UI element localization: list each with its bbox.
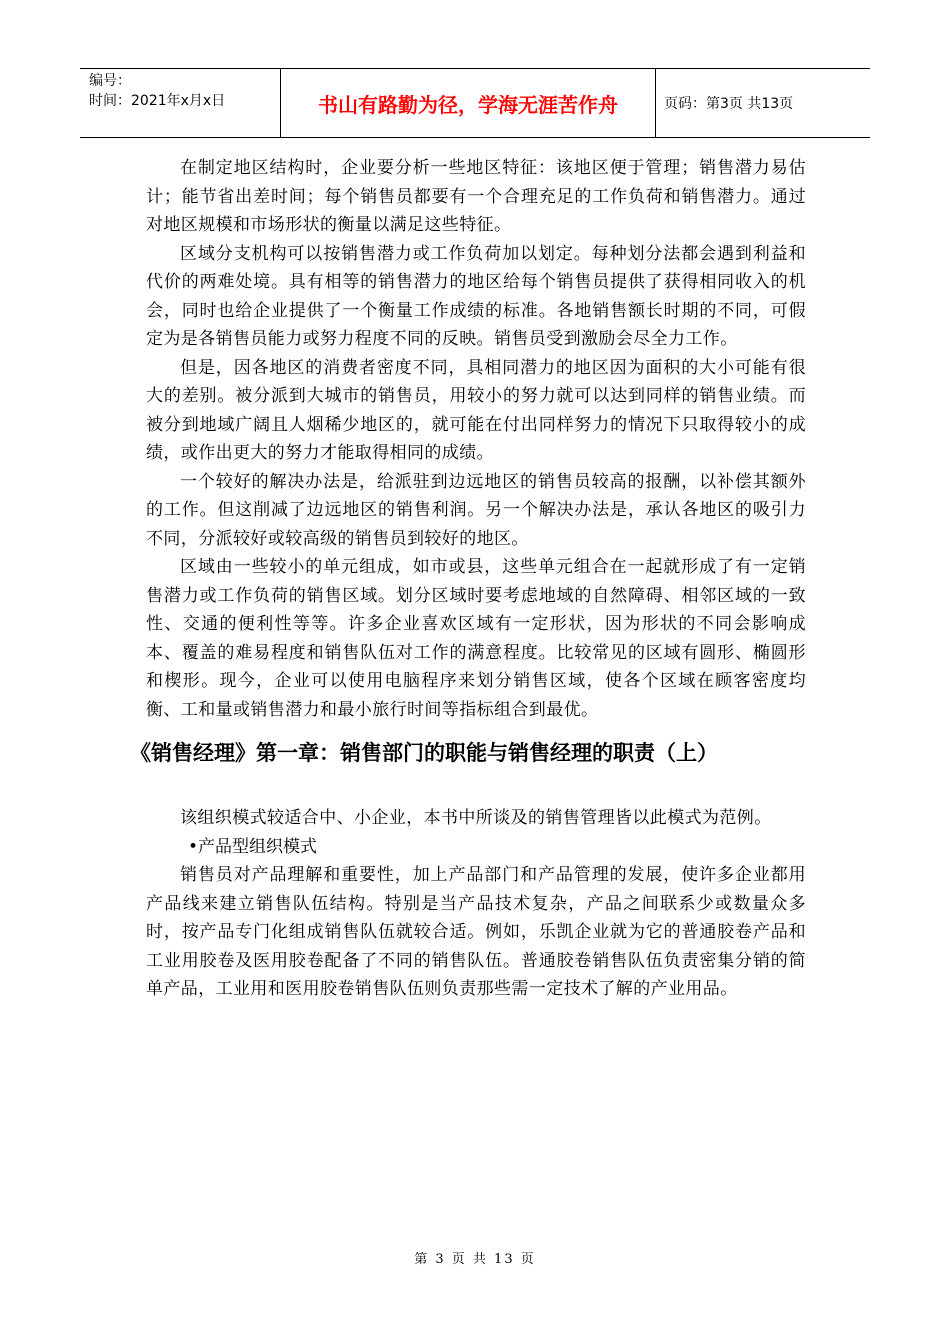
paragraph: 销售员对产品理解和重要性，加上产品部门和产品管理的发展，使许多企业都用产品线来建立销售队伍结构。特别是当产品技术复杂，产品之间联系少或数量众多时，按产品专门化组成销售队伍就较合适。例如，乐凯企业就为它的普通胶卷产品和工业用胶卷及医用胶卷配备了不同的销售队伍。普通胶卷销售队伍负责密集分销的简单产品，工业用和医用胶卷销售队伍则负责那些需一定技术了解的产业用品。: [146, 865, 806, 999]
header-meta: [80, 69, 281, 137]
paragraph: 一个较好的解决办法是，给派驻到边远地区的销售员较高的报酬，以补偿其额外的工作。但这削减了边远地区的销售利润。另一个解决办法是，承认各地区的吸引力不同，分派较好或较高级的销售员到较好的地区。: [146, 471, 806, 549]
page-header: [80, 68, 870, 138]
paragraph: 该组织模式较适合中、小企业，本书中所谈及的销售管理皆以此模式为范例。: [180, 808, 772, 828]
date-label: 时间：2021年x月x日: [89, 93, 226, 109]
page-footer: 第 3 页 共 13 页: [414, 1252, 536, 1267]
document-body: [130, 154, 806, 1004]
paragraph: 区域分支机构可以按销售潜力或工作负荷加以划定。每种划分法都会遇到利益和代价的两难处境。具有相等的销售潜力的地区给每个销售员提供了获得相同收入的机会，同时也给企业提供了一个衡量工作成绩的标准。各地销售额长时期的不同，可假定为是各销售员能力或努力程度不同的反映。销售员受到激励会尽全力工作。: [146, 243, 806, 349]
header-motto: 书山有路勤为径，学海无涯苦作舟: [281, 69, 656, 137]
number-label: 编号：: [89, 73, 131, 89]
bullet-item: •产品型组织模式: [188, 836, 318, 857]
section-heading: 《销售经理》第一章：销售部门的职能与销售经理的职责（上）: [130, 741, 718, 765]
paragraph: 在制定地区结构时，企业要分析一些地区特征：该地区便于管理；销售潜力易估计；能节省出差时间；每个销售员都要有一个合理充足的工作负荷和销售潜力。通过对地区规模和市场形状的衡量以满足这些特征。: [146, 158, 806, 235]
header-page-info: 页码：第3页 共13页: [664, 96, 794, 112]
paragraph: 但是，因各地区的消费者密度不同，具相同潜力的地区因为面积的大小可能有很大的差别。被分派到大城市的销售员，用较小的努力就可以达到同样的销售业绩。而被分到地域广阔且人烟稀少地区的，就可能在付出同样努力的情况下只取得较小的成绩，或作出更大的努力才能取得相同的成绩。: [146, 357, 806, 463]
paragraph: 区域由一些较小的单元组成，如市或县，这些单元组合在一起就形成了有一定销售潜力或工作负荷的销售区域。划分区域时要考虑地域的自然障碍、相邻区域的一致性、交通的便利性等等。许多企业喜欢区域有一定形状，因为形状的不同会影响成本、覆盖的难易程度和销售队伍对工作的满意程度。比较常见的区域有圆形、椭圆形和楔形。现今，企业可以使用电脑程序来划分销售区域，使各个区域在顾客密度均衡、工和量或销售潜力和最小旅行时间等指标组合到最优。: [146, 557, 806, 720]
spacer: [146, 768, 806, 804]
